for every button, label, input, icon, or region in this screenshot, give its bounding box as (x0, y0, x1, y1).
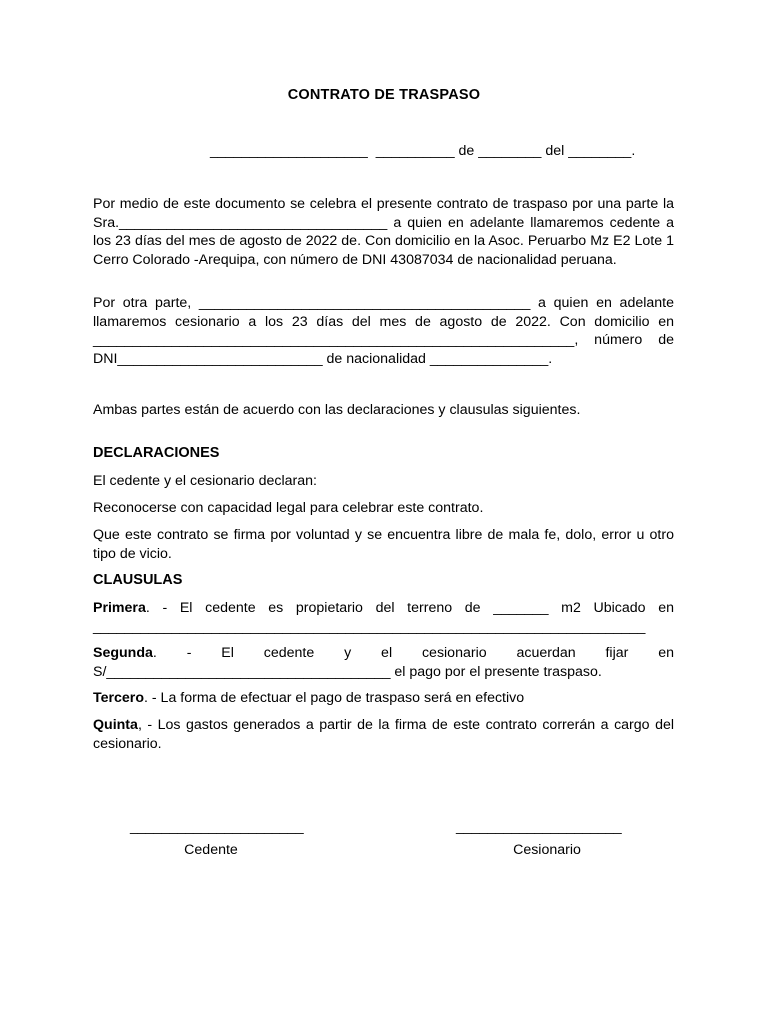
clausula-quinta-text: , - Los gastos generados a partir de la firma de este contrato correrán a cargo del cesionario. (93, 717, 674, 752)
clausula-tercero-label: Tercero (93, 690, 144, 706)
paragraph-cesionario-text: Por otra parte, __________________________________________ a quien en adelante llamaremos cesionario a los 23 días del mes de agosto de 2022. Con domicilio en _____________________________________________________________, número de DNI__________________________ de nacionalidad _______________. (93, 295, 674, 367)
clausula-segunda-text: . - El cedente y el cesionario acuerdan fijar en S/____________________________________ el pago por el presente traspaso. (93, 645, 674, 680)
signature-label-cedente: Cedente (184, 842, 238, 858)
signature-label-cesionario: Cesionario (513, 842, 581, 858)
declaracion-item: Reconocerse con capacidad legal para celebrar este contrato. (93, 500, 484, 516)
date-line: ____________________ __________ de ________ del ________. (210, 143, 636, 159)
declaraciones-heading: DECLARACIONES (93, 445, 220, 461)
clausula-segunda-label: Segunda (93, 645, 153, 661)
paragraph-agreement-text: Ambas partes están de acuerdo con las declaraciones y clausulas siguientes. (93, 402, 581, 418)
clausula-primera (93, 599, 674, 636)
clausula-primera-text: . - El cedente es propietario del terreno de _______ m2 Ubicado en ______________________________________________________________________ (93, 600, 674, 635)
clausula-tercero-text: . - La forma de efectuar el pago de traspaso será en efectivo (144, 690, 525, 706)
paragraph-agreement (93, 401, 674, 420)
clausulas-heading: CLAUSULAS (93, 572, 183, 588)
clausula-segunda (93, 644, 674, 681)
signature-line-cedente: ______________________ (130, 819, 304, 835)
paragraph-cesionario (93, 294, 674, 368)
clausula-quinta (93, 716, 674, 753)
document-title: CONTRATO DE TRASPASO (287, 87, 481, 103)
paragraph-cedente-text: Por medio de este documento se celebra el presente contrato de traspaso por una parte la Sra.__________________________________ a quien en adelante llamaremos cedente a los 23 días del mes de agosto de 2022 de. Con domicilio en la Asoc. Peruarbo Mz E2 Lote 1 Cerro Colorado -Arequipa, con número de DNI 43087034 de nacionalidad peruana. (93, 196, 674, 268)
declaracion-item: El cedente y el cesionario declaran: (93, 473, 317, 489)
clausula-tercero (93, 689, 674, 708)
declaracion-item: Que este contrato se firma por voluntad y se encuentra libre de mala fe, dolo, error u otro tipo de vicio. (93, 527, 674, 562)
clausula-quinta-label: Quinta (93, 717, 138, 733)
signature-line-cesionario: _____________________ (456, 819, 622, 835)
clausula-primera-label: Primera (93, 600, 146, 616)
paragraph-cedente (93, 195, 674, 269)
